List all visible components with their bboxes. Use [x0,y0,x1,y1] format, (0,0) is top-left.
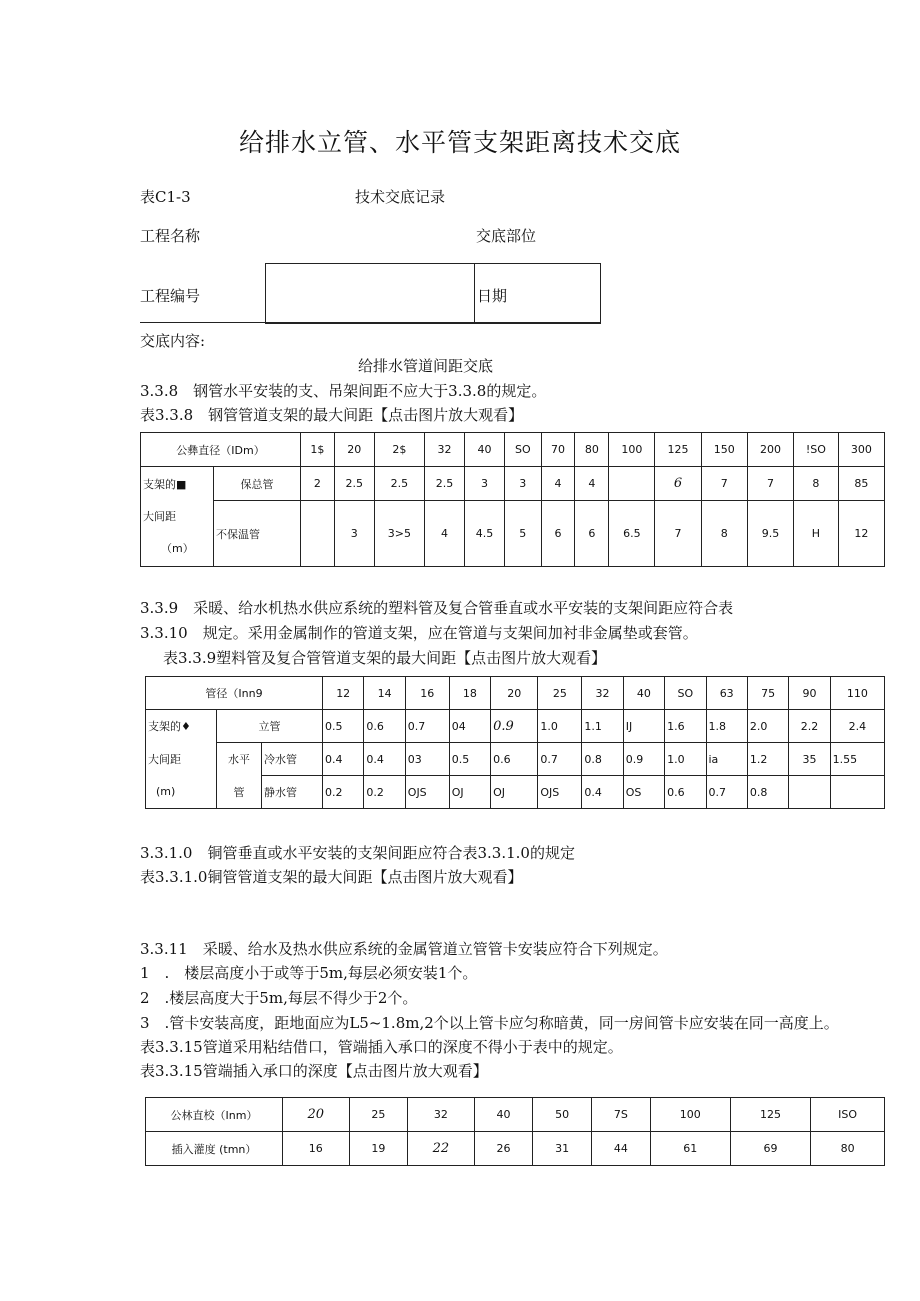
t339-horizontal-label-1: 水平 [217,743,262,776]
project-number-label: 工程编号 [140,287,201,305]
t338-cell: 8 [794,467,839,501]
t339-cell: 03 [405,743,449,776]
t339-horizontal-label-2: 管 [217,776,262,809]
t338-header-cell: SO [504,433,541,467]
table-3310-caption: 表3.3.1.0铜管管道支架的最大间距【点击图片放大观看】 [140,868,523,886]
t338-cell: 3>5 [374,501,424,567]
t338-header-cell: 32 [424,433,464,467]
t339-cell: IJ [623,710,664,743]
t338-row-label-2: 大间距 [143,510,176,524]
t338-row-label-3: （m） [161,542,194,556]
t339-header-cell: 110 [830,677,884,710]
t3315-cell: 31 [533,1132,592,1166]
t3315-cell: 32 [408,1098,475,1132]
paragraph-3311: 3.3.11 采暖、给水及热水供应系统的金属管道立管管卡安装应符合下列规定。 [140,940,668,958]
content-label: 交底内容: [140,332,206,350]
t338-header-cell: 70 [541,433,575,467]
t338-cell: 4 [424,501,464,567]
t338-cell: 6 [575,501,609,567]
table-339-caption: 表3.3.9塑料管及复合管管道支架的最大间距【点击图片放大观看】 [163,649,607,667]
header-box [265,263,601,324]
paragraph-339: 3.3.9 采暖、给水机热水供应系统的塑料管及复合管垂直或水平安装的支架间距应符合表 [140,599,734,617]
t339-cell: 0.2 [364,776,405,809]
t338-header-cell: 2$ [374,433,424,467]
t339-cell: OJ [491,776,538,809]
table-3315 [145,1097,885,1166]
t339-header-cell: 63 [706,677,747,710]
t3315-cell: 22 [408,1132,475,1166]
header-bottom-line [140,322,600,323]
t339-cell: 2.4 [830,710,884,743]
t338-header-cell: 200 [747,433,793,467]
t3315-row1-label: 公林直校（Inm） [146,1098,283,1132]
t339-cell: OJS [538,776,582,809]
t339-header-cell: 20 [491,677,538,710]
t3315-cell: 19 [349,1132,408,1166]
t339-cell: OS [623,776,664,809]
t338-cell: 7 [747,467,793,501]
t339-header-cell: 40 [623,677,664,710]
t339-cell: 0.8 [747,776,788,809]
record-title: 技术交底记录 [355,188,446,206]
t339-cell: 0.7 [405,710,449,743]
t339-cell: 0.5 [323,710,364,743]
t338-cell: 2.5 [424,467,464,501]
t338-uninsulated-label: 不保温管 [214,501,301,567]
list-item-1: 1 . 楼层高度小于或等于5m,每层必须安装1个。 [140,964,478,982]
t3315-cell: 7S [592,1098,651,1132]
t339-header-cell: 16 [405,677,449,710]
t339-cell: 0.4 [323,743,364,776]
t3315-cell: 44 [592,1132,651,1166]
section-title: 给排水管道间距交底 [358,357,494,375]
t338-header-cell: 300 [838,433,884,467]
t339-header-cell: 14 [364,677,405,710]
t338-cell: 3 [464,467,504,501]
t338-cell: 4.5 [464,501,504,567]
t3315-cell: 20 [283,1098,350,1132]
t338-cell: 8 [701,501,747,567]
t339-cell: 0.6 [491,743,538,776]
t338-cell: H [794,501,839,567]
t339-header-cell: 75 [747,677,788,710]
t3315-cell: 26 [474,1132,533,1166]
t3315-cell: 16 [283,1132,350,1166]
header-divider [474,263,475,323]
t339-header-cell: 32 [582,677,623,710]
t339-header-cell: 90 [789,677,830,710]
t3315-cell: 50 [533,1098,592,1132]
t338-cell: 6 [541,501,575,567]
t339-cell: 2.0 [747,710,788,743]
t3315-cell: 80 [811,1132,885,1166]
t339-row-label-2: 大间距 [146,743,217,776]
t338-cell: 2 [301,467,335,501]
table-number: 表C1-3 [140,188,191,206]
t338-cell: 85 [838,467,884,501]
t3315-row2-label: 插入灌度 (tmn） [146,1132,283,1166]
t338-cell [609,467,655,501]
t339-cell: 0.9 [491,710,538,743]
t339-cell: OJS [405,776,449,809]
t338-cell: 4 [541,467,575,501]
table-338 [140,432,885,567]
paragraph-3310b: 3.3.1.0 铜管垂直或水平安装的支架间距应符合表3.3.1.0的规定 [140,844,575,862]
t338-cell: 7 [655,501,701,567]
t338-cell: 4 [575,467,609,501]
t339-cell: 1.8 [706,710,747,743]
t338-cell: 6 [655,467,701,501]
t339-cell: 0.4 [364,743,405,776]
t338-header-cell: 150 [701,433,747,467]
t339-cell: ia [706,743,747,776]
t339-cell: OJ [449,776,490,809]
t339-header-label: 管径（Inn9 [146,677,323,710]
t339-cell: 1.0 [538,710,582,743]
t338-header-cell: 80 [575,433,609,467]
t339-cell: 0.7 [538,743,582,776]
t339-row-label-3: (m) [146,776,217,809]
t338-header-cell: 125 [655,433,701,467]
document-title: 给排水立管、水平管支架距离技术交底 [238,128,681,157]
t339-header-cell: 25 [538,677,582,710]
t339-header-cell: SO [665,677,706,710]
t338-header-cell: 100 [609,433,655,467]
t339-cell: 1.55 [830,743,884,776]
list-item-3: 3 .管卡安装高度，距地面应为L5~1.8m,2个以上管卡应匀称暗黄，同一房间管卡应安装在同一高度上。 [140,1014,839,1032]
list-item-2: 2 .楼层高度大于5m,每层不得少于2个。 [140,989,418,1007]
t338-cell: 7 [701,467,747,501]
t338-header-label: 公彝直径（IDm） [141,433,301,467]
t3315-cell: 100 [650,1098,730,1132]
table-339 [145,676,885,809]
paragraph-3315: 表3.3.15管道采用粘结借口，管端插入承口的深度不得小于表中的规定。 [140,1038,623,1056]
t339-header-cell: 18 [449,677,490,710]
handover-part-label: 交底部位 [476,227,537,245]
t338-cell: 3 [334,501,374,567]
date-label: 日期 [477,287,508,305]
t339-header-cell: 12 [323,677,364,710]
t339-cold-label: 冷水管 [262,743,323,776]
t339-cell: 1.6 [665,710,706,743]
t338-cell: 3 [504,467,541,501]
t339-cell [830,776,884,809]
t339-cell: 0.9 [623,743,664,776]
t3315-cell: 25 [349,1098,408,1132]
t339-cell: 0.6 [665,776,706,809]
t338-header-cell: !SO [794,433,839,467]
table-3315-caption: 表3.3.15管端插入承口的深度【点击图片放大观看】 [140,1062,488,1080]
paragraph-338: 3.3.8 钢管水平安装的支、吊架间距不应大于3.3.8的规定。 [140,382,547,400]
t339-cell: 1.2 [747,743,788,776]
t339-cell: 0.4 [582,776,623,809]
table-338-caption: 表3.3.8 钢管管道支架的最大间距【点击图片放大观看】 [140,406,524,424]
t338-cell: 2.5 [374,467,424,501]
t338-header-cell: 40 [464,433,504,467]
t338-row-label-1: 支架的■ [141,467,214,501]
t339-cell: 04 [449,710,490,743]
t3315-cell: 61 [650,1132,730,1166]
t339-cell: 2.2 [789,710,830,743]
paragraph-3310: 3.3.10 规定。采用金属制作的管道支架，应在管道与支架间加衬非金属垫或套管。 [140,624,698,642]
t339-cell: 0.2 [323,776,364,809]
t338-header-cell: 20 [334,433,374,467]
t339-vertical-label: 立管 [217,710,323,743]
project-name-label: 工程名称 [140,227,201,245]
t3315-cell: 125 [730,1098,810,1132]
t338-insulated-label: 保总管 [214,467,301,501]
t339-cell: 35 [789,743,830,776]
t338-cell: 5 [504,501,541,567]
t338-row-label-cell [141,501,214,567]
t3315-cell: 40 [474,1098,533,1132]
t3315-cell: 69 [730,1132,810,1166]
t338-header-cell: 1$ [301,433,335,467]
t339-cell [789,776,830,809]
t339-cell: 1.1 [582,710,623,743]
t339-cell: 0.7 [706,776,747,809]
t338-cell: 9.5 [747,501,793,567]
t339-cell: 0.5 [449,743,490,776]
t338-cell: 6.5 [609,501,655,567]
t338-cell: 12 [838,501,884,567]
t338-cell: 2.5 [334,467,374,501]
t339-row-label-1: 支架的♦ [146,710,217,743]
t339-cell: 0.6 [364,710,405,743]
t339-cell: 1.0 [665,743,706,776]
t3315-cell: ISO [811,1098,885,1132]
t339-cell: 0.8 [582,743,623,776]
t338-cell [301,501,335,567]
t339-static-label: 静水管 [262,776,323,809]
